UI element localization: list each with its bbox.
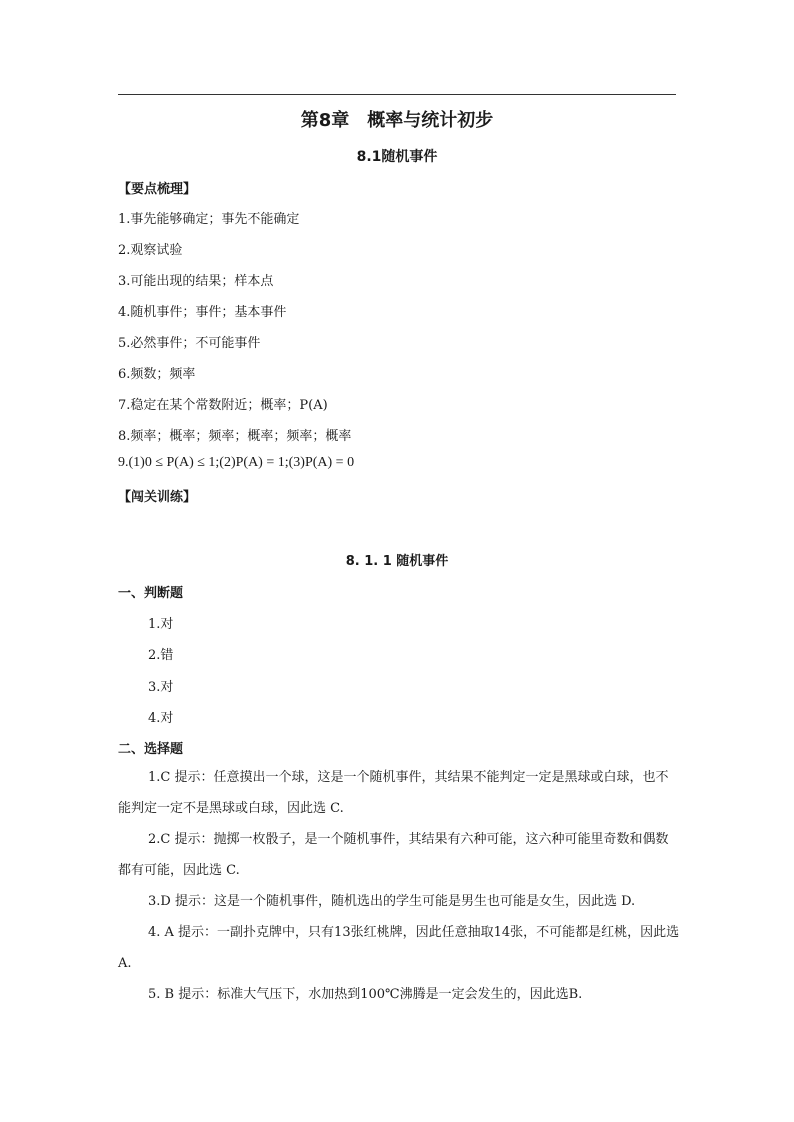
- choice-answer: 4. A 提示：一副扑克牌中，只有13张红桃牌，因此任意抽取14张，不可能都是红桃，因此选A.: [118, 925, 680, 971]
- choice-answer: 3.D 提示：这是一个随机事件，随机选出的学生可能是男生也可能是女生，因此选 D.: [148, 894, 636, 909]
- key-point-item: 2.观察试验: [118, 243, 183, 258]
- key-point-item: 5.必然事件；不可能事件: [118, 336, 261, 351]
- judgment-item: 4.对: [148, 711, 174, 726]
- key-point-item: 6.频数；频率: [118, 367, 196, 382]
- judgment-heading: 一、判断题: [118, 586, 184, 601]
- choice-answer: 1.C 提示：任意摸出一个球，这是一个随机事件，其结果不能判定一定是黑球或白球，也不能判定一定不是黑球或白球，因此选 C.: [118, 770, 669, 816]
- section-title: 8.1随机事件: [356, 149, 438, 165]
- key-point-item: 8.频率；概率；频率；概率；频率；概率: [118, 429, 352, 444]
- choice-answer: 5. B 提示：标准大气压下，水加热到100℃沸腾是一定会发生的，因此选B.: [148, 987, 583, 1002]
- key-points-heading: 【要点梳理】: [118, 182, 197, 197]
- choice-answer: 2.C 提示：抛掷一枚骰子，是一个随机事件，其结果有六种可能，这六种可能里奇数和偶数都有可能，因此选 C.: [118, 832, 669, 878]
- judgment-item: 3.对: [148, 680, 174, 695]
- key-point-item: 1.事先能够确定；事先不能确定: [118, 212, 300, 227]
- subsection-title: 8. 1. 1 随机事件: [345, 554, 449, 569]
- choice-heading: 二、选择题: [118, 742, 184, 757]
- header-rule: [118, 94, 676, 95]
- key-point-item: 7.稳定在某个常数附近；概率；P(A): [118, 398, 328, 413]
- probability-formula: 9.(1)0 ≤ P(A) ≤ 1;(2)P(A) = 1;(3)P(A) = 0: [118, 455, 355, 470]
- judgment-item: 1.对: [148, 617, 174, 632]
- judgment-item: 2.错: [148, 648, 174, 663]
- key-point-item: 3.可能出现的结果；样本点: [118, 274, 274, 289]
- chapter-title: 第8章 概率与统计初步: [300, 110, 494, 131]
- training-heading: 【闯关训练】: [118, 490, 197, 505]
- key-point-item: 4.随机事件；事件；基本事件: [118, 305, 287, 320]
